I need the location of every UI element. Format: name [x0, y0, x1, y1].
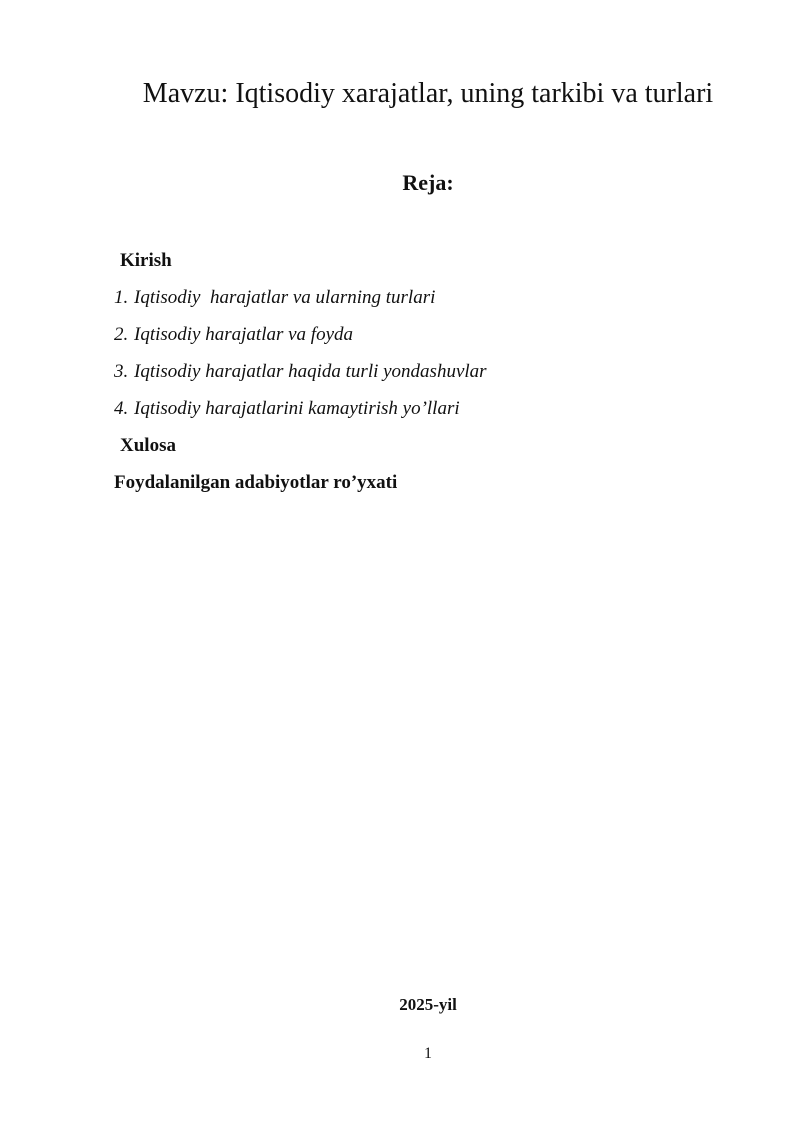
toc-intro: Kirish: [120, 250, 172, 271]
page-number: 1: [424, 1045, 432, 1062]
toc-item: [114, 358, 734, 395]
page-title: Mavzu: Iqtisodiy xarajatlar, uning tarkibi va turlari: [142, 78, 714, 109]
plan-heading: Reja:: [402, 170, 454, 195]
toc-references: Foydalanilgan adabiyotlar ro’yxati: [114, 472, 398, 493]
toc-conclusion: Xulosa: [120, 435, 176, 456]
table-of-contents: [114, 247, 734, 506]
toc-item-number: 1.: [114, 287, 129, 308]
toc-item-number: 4.: [114, 398, 129, 419]
toc-item-text: Iqtisodiy harajatlarini kamaytirish yo’llari: [134, 398, 460, 419]
toc-item-text: Iqtisodiy harajatlar haqida turli yondashuvlar: [134, 361, 487, 382]
document-year: 2025-yil: [399, 995, 457, 1014]
toc-item-text: Iqtisodiy harajatlar va foyda: [134, 324, 354, 345]
toc-item: [114, 321, 734, 358]
toc-item: [114, 395, 734, 432]
toc-item-text: Iqtisodiy harajatlar va ularning turlari: [134, 287, 436, 308]
toc-item-number: 2.: [114, 324, 129, 345]
toc-item-number: 3.: [114, 361, 129, 382]
toc-item: [114, 284, 734, 321]
